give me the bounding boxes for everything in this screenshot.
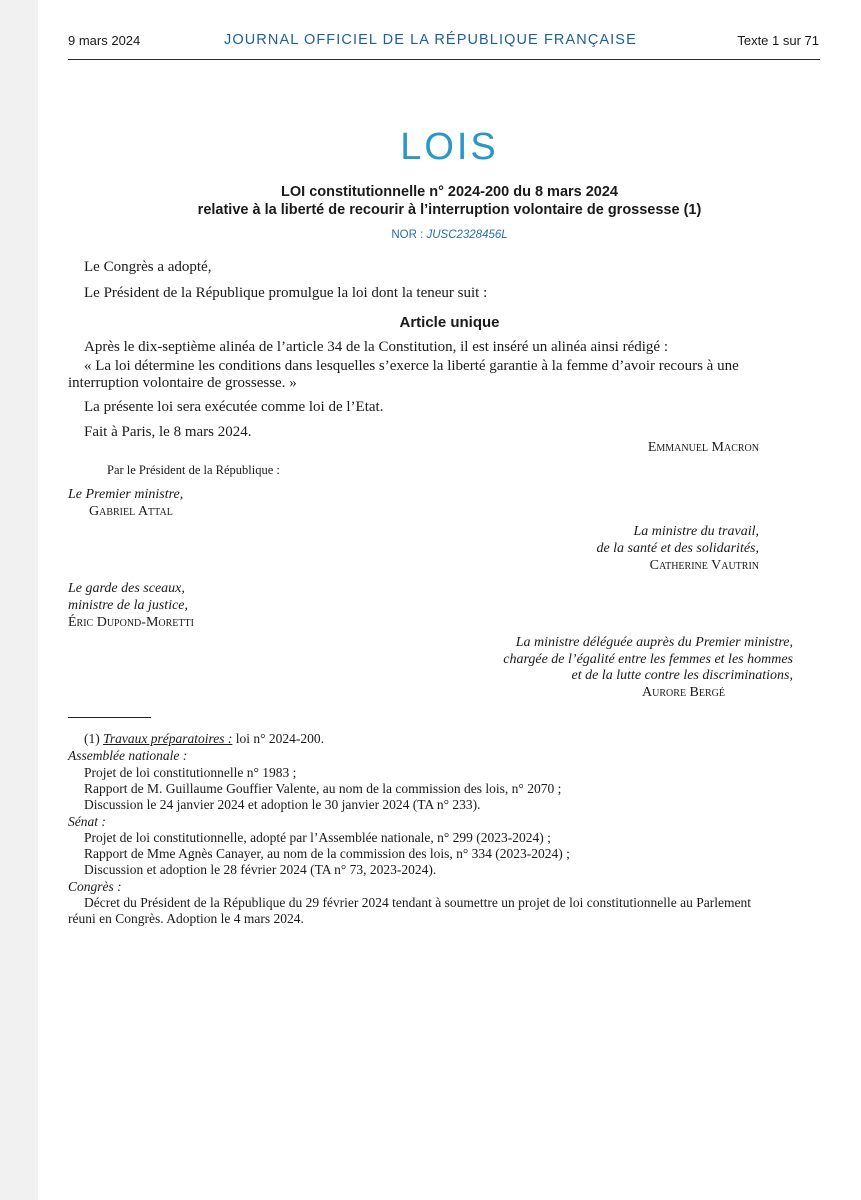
assemblee-item-2: Rapport de M. Guillaume Gouffier Valente, au nom de la commission des lois, n° 2070 ; <box>84 781 562 796</box>
egalite-role-1: La ministre déléguée auprès du Premier ministre, <box>515 635 793 650</box>
travail-name: Catherine Vautrin <box>649 558 759 573</box>
law-title-line-1: LOI constitutionnelle n° 2024-200 du 8 mars 2024 <box>281 184 618 200</box>
nor-reference <box>38 229 861 241</box>
justice-role-2: ministre de la justice, <box>68 598 189 613</box>
assemblee-item-3: Discussion le 24 janvier 2024 et adoption le 30 janvier 2024 (TA n° 233). <box>84 797 481 812</box>
nor-label: NOR : <box>391 229 424 241</box>
law-title-line-2: relative à la liberté de recourir à l’interruption volontaire de grossesse (1) <box>197 202 702 218</box>
header-journal-title: JOURNAL OFFICIEL DE LA RÉPUBLIQUE FRANÇAISE <box>224 32 637 48</box>
travail-role-2: de la santé et des solidarités, <box>596 541 759 556</box>
assemblee-item-1: Projet de loi constitutionnelle n° 1983 ; <box>84 765 297 780</box>
article-paragraph-1: Après le dix-septième alinéa de l’article 34 de la Constitution, il est inséré un alinéa ainsi rédigé : <box>84 339 668 355</box>
intro-line-1: Le Congrès a adopté, <box>84 259 212 275</box>
congres-label: Congrès : <box>68 879 122 894</box>
article-title: Article unique <box>399 314 500 331</box>
assemblee-label: Assemblée nationale : <box>68 748 188 763</box>
signing-place-date: Fait à Paris, le 8 mars 2024. <box>84 424 252 440</box>
congres-line-2: réuni en Congrès. Adoption le 4 mars 2024. <box>68 911 304 926</box>
par-le-president: Par le Président de la République : <box>107 463 280 477</box>
senat-label: Sénat : <box>68 814 106 829</box>
justice-role-1: Le garde des sceaux, <box>68 581 185 596</box>
travaux-label: Travaux préparatoires : <box>103 731 233 746</box>
document-page <box>38 0 861 1200</box>
congres-line-1: Décret du Président de la République du 29 février 2024 tendant à soumettre un projet de loi constitutionnelle au Parlement <box>84 895 751 910</box>
senat-item-3: Discussion et adoption le 28 février 2024 (TA n° 73, 2023-2024). <box>84 862 437 877</box>
footnote-travaux <box>84 731 324 747</box>
header-text-count: Texte 1 sur 71 <box>737 33 819 48</box>
pm-name: Gabriel Attal <box>89 504 173 519</box>
header-divider <box>68 59 820 60</box>
nor-code: JUSC2328456L <box>426 229 508 241</box>
header-date: 9 mars 2024 <box>68 33 141 48</box>
footnote-number: (1) <box>84 731 100 746</box>
egalite-name: Aurore Bergé <box>642 685 725 700</box>
senat-item-1: Projet de loi constitutionnelle, adopté par l’Assemblée nationale, n° 299 (2023-2024) ; <box>84 830 551 845</box>
pm-role: Le Premier ministre, <box>68 487 184 502</box>
justice-name: Éric Dupond-Moretti <box>68 615 194 630</box>
signature-president: Emmanuel Macron <box>647 440 759 455</box>
egalite-role-2: chargée de l’égalité entre les femmes et les hommes <box>503 652 793 667</box>
travail-role-1: La ministre du travail, <box>633 524 759 539</box>
section-title: LOIS <box>400 126 499 168</box>
footnote-divider <box>68 717 151 718</box>
travaux-value: loi n° 2024-200. <box>235 731 325 746</box>
intro-line-2: Le Président de la République promulgue la loi dont la teneur suit : <box>84 285 488 301</box>
egalite-role-3: et de la lutte contre les discriminations, <box>571 668 793 683</box>
article-quote-line-2: interruption volontaire de grossesse. » <box>68 375 297 391</box>
senat-item-2: Rapport de Mme Agnès Canayer, au nom de la commission des lois, n° 334 (2023-2024) ; <box>84 846 570 861</box>
execution-clause: La présente loi sera exécutée comme loi de l’Etat. <box>84 399 384 415</box>
article-quote-line-1: « La loi détermine les conditions dans lesquelles s’exerce la liberté garantie à la femme d’avoir recours à une <box>84 358 739 374</box>
